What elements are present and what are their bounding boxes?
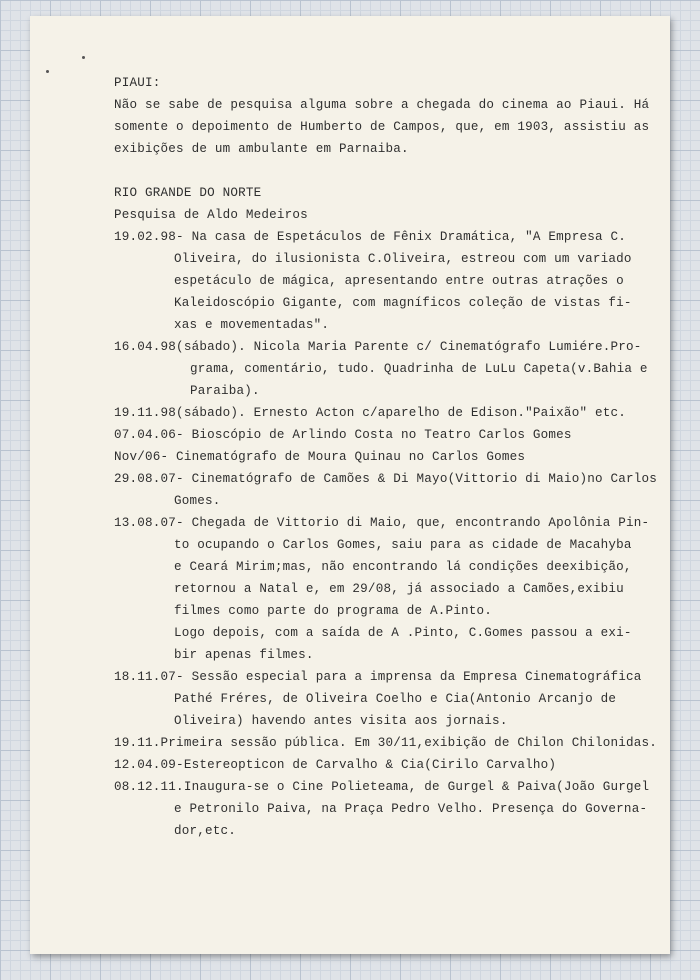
entry-line: Pathé Fréres, de Oliveira Coelho e Cia(Antonio Arcanjo de: [174, 692, 617, 706]
entry-line: 18.11.07- Sessão especial para a imprensa da Empresa Cinematográfica: [114, 670, 642, 684]
section-heading-rio-grande-do-norte: RIO GRANDE DO NORTE: [114, 186, 262, 200]
entry-line: 19.02.98- Na casa de Espetáculos de Fênix Dramática, "A Empresa C.: [114, 230, 626, 244]
entry-line: Logo depois, com a saída de A .Pinto, C.Gomes passou a exi-: [174, 626, 632, 640]
entry: [114, 666, 674, 732]
entry-line: grama, comentário, tudo. Quadrinha de LuLu Capeta(v.Bahia e: [190, 362, 648, 376]
entry-line: filmes como parte do programa de A.Pinto.: [174, 604, 493, 618]
entry-line: Gomes.: [174, 494, 221, 508]
entry-line: Oliveira) havendo antes visita aos jornais.: [174, 714, 508, 728]
entry: [114, 776, 674, 842]
entry-line: 29.08.07- Cinematógrafo de Camões & Di Mayo(Vittorio di Maio)no Carlos: [114, 472, 658, 486]
entry-line: e Ceará Mirim;mas, não encontrando lá condições deexibição,: [174, 560, 632, 574]
entry-line: Kaleidoscópio Gigante, com magníficos coleção de vistas fi-: [174, 296, 632, 310]
entry-line: Paraiba).: [190, 384, 260, 398]
entry-line: Nov/06- Cinematógrafo de Moura Quinau no Carlos Gomes: [114, 450, 526, 464]
research-credit: Pesquisa de Aldo Medeiros: [114, 208, 308, 222]
paragraph-line: Não se sabe de pesquisa alguma sobre a chegada do cinema ao Piaui. Há: [114, 98, 650, 112]
paragraph-line: exibições de um ambulante em Parnaiba.: [114, 142, 409, 156]
spacer: [114, 160, 674, 182]
entry-line: 19.11.98(sábado). Ernesto Acton c/aparelho de Edison."Paixão" etc.: [114, 406, 626, 420]
entry: [114, 226, 674, 336]
entry-line: bir apenas filmes.: [174, 648, 314, 662]
typed-text: [114, 72, 674, 842]
entry-line: espetáculo de mágica, apresentando entre outras atrações o: [174, 274, 624, 288]
ink-speck: [82, 56, 85, 59]
entry-line: dor,etc.: [174, 824, 237, 838]
entry-line: retornou a Natal e, em 29/08, já associado a Camões,exibiu: [174, 582, 624, 596]
entry-line: xas e movementadas".: [174, 318, 330, 332]
entry-line: 16.04.98(sábado). Nicola Maria Parente c/ Cinematógrafo Lumiére.Pro-: [114, 340, 642, 354]
section-heading-piaui: PIAUI:: [114, 76, 161, 90]
paper-sheet: [30, 16, 670, 954]
entry-line: Oliveira, do ilusionista C.Oliveira, estreou com um variado: [174, 252, 632, 266]
paragraph-line: somente o depoimento de Humberto de Campos, que, em 1903, assistiu as: [114, 120, 650, 134]
entry-line: 13.08.07- Chegada de Vittorio di Maio, que, encontrando Apolônia Pin-: [114, 516, 650, 530]
ink-speck: [46, 70, 49, 73]
entry: [114, 336, 674, 402]
entry-line: 08.12.11.Inaugura-se o Cine Polieteama, de Gurgel & Paiva(João Gurgel: [114, 780, 650, 794]
entry: [114, 512, 674, 666]
entry-line: 12.04.09-Estereopticon de Carvalho & Cia(Cirilo Carvalho): [114, 758, 557, 772]
entry-line: e Petronilo Paiva, na Praça Pedro Velho. Presença do Governa-: [174, 802, 648, 816]
entry: [114, 468, 674, 512]
entry-line: 07.04.06- Bioscópio de Arlindo Costa no Teatro Carlos Gomes: [114, 428, 572, 442]
entry-line: 19.11.Primeira sessão pública. Em 30/11,exibição de Chilon Chilonidas.: [114, 736, 658, 750]
entry-line: to ocupando o Carlos Gomes, saiu para as cidade de Macahyba: [174, 538, 632, 552]
